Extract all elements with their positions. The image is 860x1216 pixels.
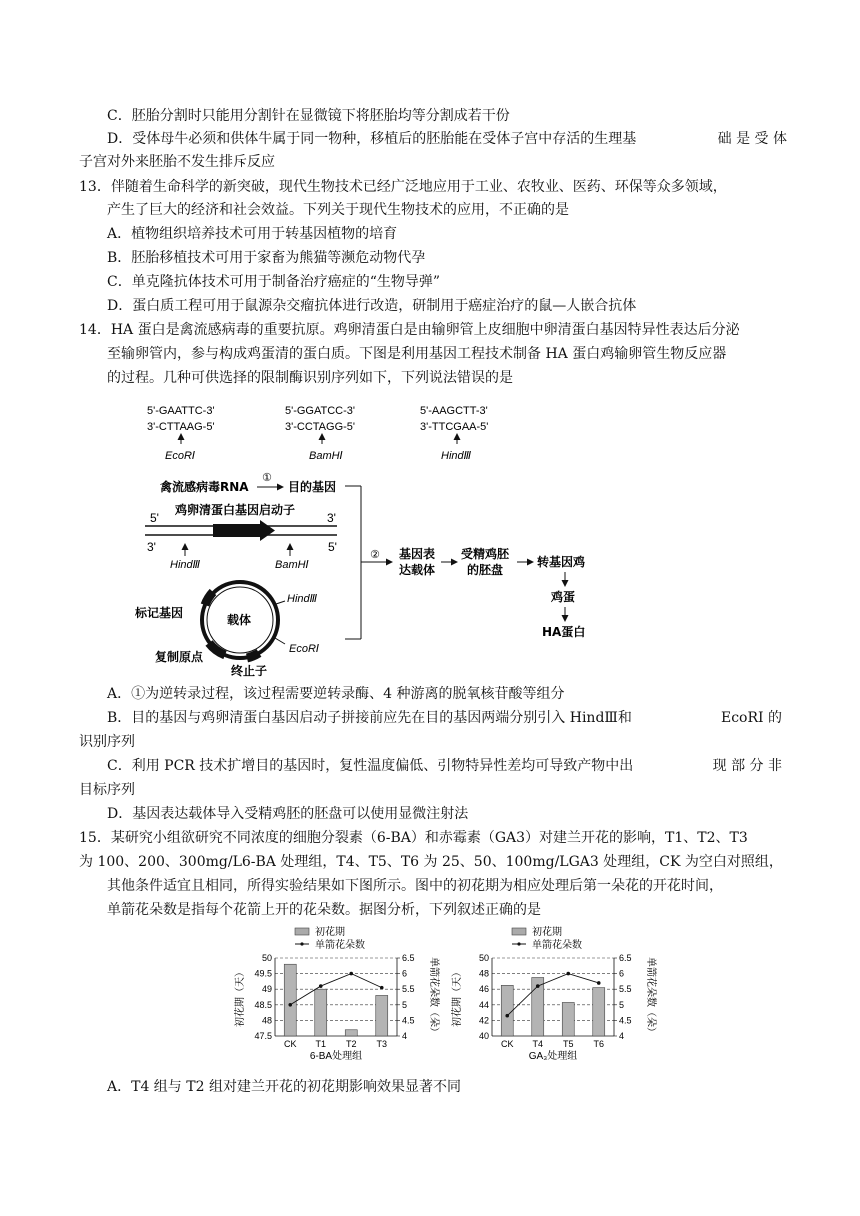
q15-stem-line3: 其他条件适宜且相同，所得实验结果如下图所示。图中的初花期为相应处理后第一朵花的开花时间，	[107, 878, 723, 894]
legend-marker	[517, 942, 520, 945]
q15-stem-line4: 单箭花朵数是指每个花箭上开的花朵数。据图分析，下列叙述正确的是	[107, 902, 541, 918]
three-prime-2: 3'	[147, 540, 156, 554]
y-tick-label: 49.5	[254, 968, 272, 979]
site-bamhi-bottom: 3'-CCTAGG-5'	[285, 421, 356, 433]
promoter-label: 鸡卵清蛋白基因启动子	[175, 503, 296, 517]
bamhi-label-1: BamHⅠ	[275, 559, 309, 571]
chart-ga3	[442, 924, 657, 1062]
three-prime-1: 3'	[327, 511, 336, 525]
site-bamhi-top: 5'-GGATCC-3'	[285, 405, 356, 417]
site-hindiii-label: HindⅢ	[441, 450, 472, 462]
y2-tick-label: 5	[619, 999, 625, 1010]
ecori-label-2: EcoRⅠ	[289, 643, 320, 655]
q14-option-b	[107, 708, 782, 728]
y-tick-label: 46	[478, 984, 489, 995]
q12-option-d-cont: 础 是 受 体	[717, 131, 787, 147]
q15-stem: 15．某研究小组欲研究不同浓度的细胞分裂素（6-BA）和赤霉素（GA3）对建兰开花的影响，T1、T2、T3	[79, 830, 748, 846]
x-tick-label: CK	[500, 1039, 514, 1049]
hindiii-label-2: HindⅢ	[287, 593, 318, 605]
y2-tick-label: 6	[402, 968, 408, 979]
q13-stem-line2: 产生了巨大的经济和社会效益。下列关于现代生物技术的应用，不正确的是	[107, 202, 569, 218]
step-1-label: ①	[262, 472, 272, 484]
expression-vector-label-1: 基因表	[399, 547, 436, 561]
y2-tick-label: 6	[619, 968, 625, 979]
ori-label: 复制原点	[155, 650, 204, 664]
y-axis-title: 初花期（天）	[452, 967, 463, 1027]
line-point	[319, 984, 323, 988]
q14-option-c-cont: 现 部 分 非	[712, 758, 782, 774]
y2-tick-label: 5.5	[619, 984, 632, 995]
q14-option-c-line2: 目标序列	[79, 782, 135, 798]
y-tick-label: 50	[261, 953, 272, 963]
y2-tick-label: 6.5	[402, 953, 415, 963]
bar	[593, 988, 605, 1036]
x-tick-label: T2	[345, 1039, 357, 1049]
line-point	[288, 1003, 292, 1007]
y2-tick-label: 4	[402, 1031, 408, 1041]
promoter-arrow	[213, 520, 275, 541]
y2-tick-label: 6.5	[619, 953, 632, 963]
x-tick-label: T5	[562, 1039, 574, 1049]
site-bamhi-label: BamHⅠ	[309, 450, 343, 462]
q13-option-a: A．植物组织培养技术可用于转基因植物的培育	[107, 226, 398, 242]
marker-gene-label: 标记基因	[135, 606, 184, 620]
five-prime-1: 5'	[150, 511, 159, 525]
x-tick-label: T1	[315, 1039, 327, 1049]
legend-swatch-bar	[512, 928, 526, 935]
y-tick-label: 44	[478, 999, 489, 1010]
rna-label: 禽流感病毒RNA	[160, 480, 249, 494]
q14-option-c-text: C．利用 PCR 技术扩增目的基因时，复性温度偏低、引物特异性差均可导致产物中出	[107, 758, 634, 774]
y2-axis-title: 单箭花朵数（朵）	[428, 957, 439, 1037]
terminator-label: 终止子	[231, 664, 268, 678]
legend-swatch-bar	[295, 928, 309, 935]
vector-label: 载体	[227, 613, 252, 627]
target-gene-label: 目的基因	[288, 480, 337, 494]
y-tick-label: 48.5	[254, 999, 272, 1010]
site-ecori-label: EcoRⅠ	[165, 450, 196, 462]
ha-protein-label: HA蛋白	[542, 625, 586, 639]
q13-option-d: D．蛋白质工程可用于鼠源杂交瘤抗体进行改造，研制用于癌症治疗的鼠—人嵌合抗体	[107, 298, 637, 314]
legend-label: 单箭花朵数	[315, 940, 365, 951]
origin-segment	[209, 643, 225, 655]
y2-tick-label: 4.5	[402, 1015, 415, 1026]
q14-stem-line3: 的过程。几种可供选择的限制酶识别序列如下，下列说法错误的是	[107, 370, 513, 386]
y-tick-label: 40	[478, 1031, 489, 1041]
five-prime-2: 5'	[328, 540, 337, 554]
q12-option-c: C．胚胎分割时只能用分割针在显微镜下将胚胎均等分割成若干份	[107, 108, 510, 124]
embryo-label-2: 的胚盘	[467, 563, 504, 577]
q14-option-b-cont: EcoRⅠ 的	[720, 710, 782, 726]
y2-tick-label: 4.5	[619, 1015, 632, 1026]
y2-tick-label: 5	[402, 999, 408, 1010]
bar	[284, 964, 296, 1036]
x-axis-title: 6-BA处理组	[309, 1051, 363, 1062]
legend-label: 初花期	[532, 927, 562, 938]
q13-option-b: B．胚胎移植技术可用于家畜为熊猫等濒危动物代孕	[107, 250, 426, 266]
legend-label: 单箭花朵数	[532, 940, 582, 951]
q12-option-d-line2: 子宫对外来胚胎不发生排斥反应	[79, 154, 275, 170]
y2-tick-label: 4	[619, 1031, 625, 1041]
y-tick-label: 49	[261, 984, 272, 995]
terminator-segment	[247, 653, 259, 658]
site-ecori-top: 5'-GAATTC-3'	[147, 405, 215, 417]
q14-option-a: A．①为逆转录过程，该过程需要逆转录酶、4 种游离的脱氧核苷酸等组分	[107, 686, 565, 702]
q15-stem-line2: 为 100、200、300mg/L6-BA 处理组，T4、T5、T6 为 25、50、100mg/LGA3 处理组，CK 为空白对照组，	[79, 854, 783, 870]
y-tick-label: 42	[478, 1015, 489, 1026]
expression-vector-label-2: 达载体	[399, 563, 436, 577]
q13-stem: 13．伴随着生命科学的新突破，现代生物技术已经广泛地应用于工业、农牧业、医药、环保等众多领域，	[79, 179, 727, 195]
x-tick-label: T4	[532, 1039, 544, 1049]
q14-stem: 14．HA 蛋白是禽流感病毒的重要抗原。鸡卵清蛋白是由输卵管上皮细胞中卵清蛋白基因特异性表达后分泌	[79, 322, 740, 338]
line-point	[536, 984, 540, 988]
x-axis-title: GA₃处理组	[528, 1051, 578, 1062]
chart-6ba	[225, 924, 440, 1062]
q14-option-d: D．基因表达载体导入受精鸡胚的胚盘可以使用显微注射法	[107, 806, 469, 822]
q14-option-b-line2: 识别序列	[79, 734, 135, 750]
q14-option-c	[107, 756, 782, 776]
site-hindiii-top: 5'-AAGCTT-3'	[420, 405, 488, 417]
bar	[315, 989, 327, 1036]
bar	[345, 1030, 357, 1036]
x-tick-label: T3	[376, 1039, 388, 1049]
y2-axis-title: 单箭花朵数（朵）	[645, 957, 656, 1037]
series-line	[507, 974, 599, 1016]
bar	[376, 995, 388, 1036]
q12-option-d-text: D．受体母牛必须和供体牛属于同一物种，移植后的胚胎能在受体子宫中存活的生理基	[107, 131, 637, 147]
line-point	[597, 981, 601, 985]
x-tick-label: T6	[593, 1039, 605, 1049]
q14-stem-line2: 至输卵管内，参与构成鸡蛋清的蛋白质。下图是利用基因工程技术制备 HA 蛋白鸡输卵管生物反应器	[107, 346, 727, 362]
line-point	[505, 1014, 509, 1018]
line-point	[380, 986, 384, 990]
hindiii-label-1: HindⅢ	[170, 559, 201, 571]
x-tick-label: CK	[283, 1039, 297, 1049]
site-hindiii-bottom: 3'-TTCGAA-5'	[420, 421, 489, 433]
bar	[562, 1002, 574, 1036]
q14-option-b-text: B．目的基因与鸡卵清蛋白基因启动子拼接前应先在目的基因两端分别引入 HindⅢ和	[107, 710, 632, 726]
gene-engineering-diagram	[135, 396, 615, 678]
y2-tick-label: 5.5	[402, 984, 415, 995]
legend-label: 初花期	[315, 927, 345, 938]
transgenic-chicken-label: 转基因鸡	[537, 555, 586, 569]
q13-option-c: C．单克隆抗体技术可用于制备治疗癌症的“生物导弹”	[107, 274, 441, 290]
line-point	[349, 972, 353, 976]
y-tick-label: 48	[261, 1015, 272, 1026]
y-axis-title: 初花期（天）	[235, 967, 246, 1027]
step-2-label: ②	[370, 549, 380, 561]
site-ecori-bottom: 3'-CTTAAG-5'	[147, 421, 215, 433]
bar	[501, 985, 513, 1036]
line-point	[566, 972, 570, 976]
q12-option-d	[107, 129, 787, 149]
legend-marker	[300, 942, 303, 945]
y-tick-label: 48	[478, 968, 489, 979]
egg-label: 鸡蛋	[551, 590, 576, 604]
y-tick-label: 50	[478, 953, 489, 963]
y-tick-label: 47.5	[254, 1031, 272, 1041]
embryo-label-1: 受精鸡胚	[461, 547, 510, 561]
q15-option-a: A．T4 组与 T2 组对建兰开花的初花期影响效果显著不同	[107, 1079, 461, 1095]
